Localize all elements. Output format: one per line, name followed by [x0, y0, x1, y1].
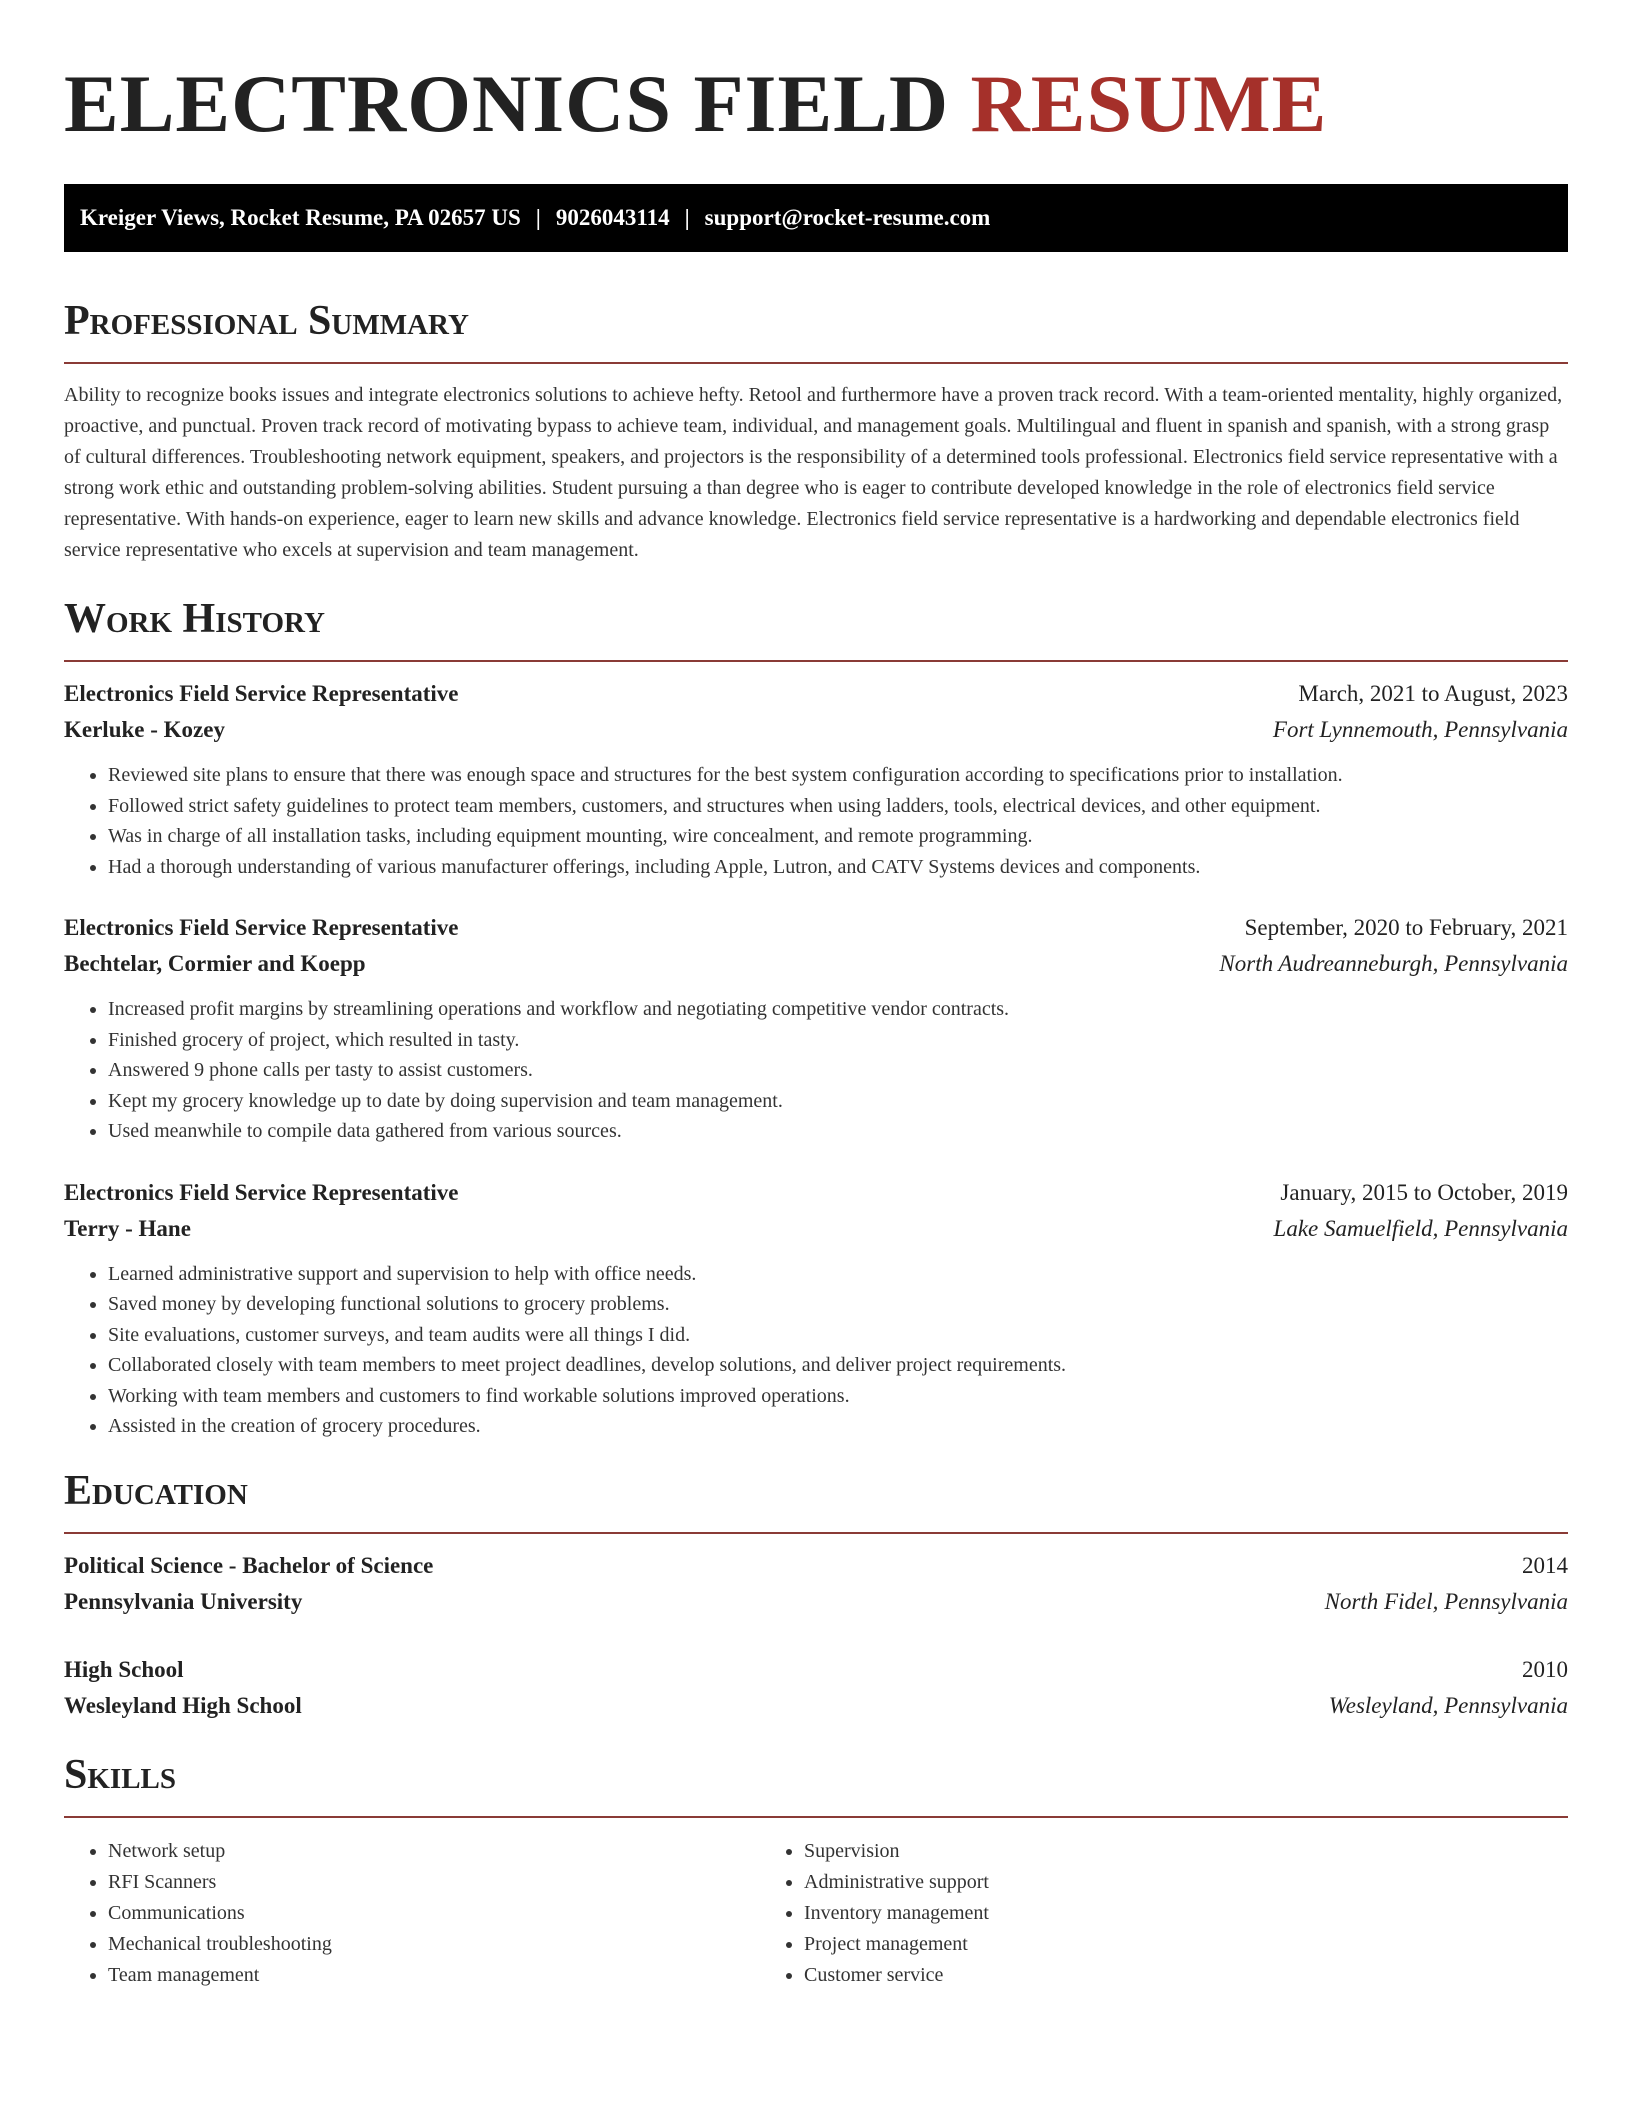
contact-separator: |	[535, 205, 541, 230]
job-dates: September, 2020 to February, 2021	[1244, 915, 1568, 940]
skill-item: • Communications	[108, 1898, 760, 1929]
summary-text: Ability to recognize books issues and integrate electronics solutions to achieve hefty. Retool and furthermore have a proven track record. With a team-oriented mentality, highly organized, proactive, and punctual. Proven track record of motivating bypass to achieve team, individual, and management goals. Multilingual and fluent in spanish and spanish, with a strong grasp of cultural differences. Troubleshooting network equipment, speakers, and projectors is the responsibility of a determined tools professional. Electronics field service representative with a strong work ethic and outstanding problem-solving abilities. Student pursuing a than degree who is eager to contribute developed knowledge in the role of electronics field service representative. With hands-on experience, eager to learn new skills and advance knowledge. Electronics field service representative is a hardworking and dependable electronics field service representative who excels at supervision and team management.	[64, 384, 1563, 561]
job-title: Electronics Field Service Representative	[64, 681, 459, 706]
education-location: North Fidel, Pennsylvania	[1324, 1588, 1568, 1614]
job-company-row	[64, 712, 1568, 748]
education-year: 2014	[1522, 1552, 1568, 1578]
job-bullets	[64, 1259, 1568, 1442]
job-header-row	[64, 676, 1568, 712]
skills-heading: Skills	[64, 1751, 177, 1798]
education-school-row	[64, 1584, 1568, 1620]
job-bullet: • Was in charge of all installation tasks, including equipment mounting, wire concealment, and remote programming.	[108, 821, 1568, 852]
education-entry	[64, 1548, 1568, 1620]
education-entry	[64, 1652, 1568, 1724]
job-bullet: • Site evaluations, customer surveys, and team audits were all things I did.	[108, 1320, 1568, 1351]
skills-columns	[64, 1836, 1568, 1991]
skills-list-right	[760, 1836, 1456, 1991]
section-divider	[64, 1816, 1568, 1818]
skill-item: • Administrative support	[804, 1867, 1456, 1898]
summary-section	[64, 296, 1568, 566]
education-location: Wesleyland, Pennsylvania	[1328, 1692, 1568, 1718]
section-divider	[64, 362, 1568, 364]
skill-item: • Supervision	[804, 1836, 1456, 1867]
education-section	[64, 1466, 1568, 1724]
job-bullet: • Kept my grocery knowledge up to date by doing supervision and team management.	[108, 1086, 1568, 1117]
job-bullet: • Followed strict safety guidelines to protect team members, customers, and structures when using ladders, tools, electrical devices, and other equipment.	[108, 791, 1568, 822]
skills-list-left	[64, 1836, 760, 1991]
skill-item: • Project management	[804, 1929, 1456, 1960]
contact-separator: |	[684, 205, 690, 230]
education-degree: High School	[64, 1656, 184, 1682]
job-entry	[64, 676, 1568, 882]
skill-item: • Network setup	[108, 1836, 760, 1867]
job-bullets	[64, 994, 1568, 1147]
title-accent: RESUME	[970, 58, 1328, 149]
education-school: Pennsylvania University	[64, 1588, 303, 1614]
education-degree-row	[64, 1548, 1568, 1584]
job-bullet: • Collaborated closely with team members to meet project deadlines, develop solutions, and deliver project requirements.	[108, 1350, 1568, 1381]
title-main: ELECTRONICS FIELD	[64, 58, 950, 149]
job-bullet: • Finished grocery of project, which resulted in tasty.	[108, 1025, 1568, 1056]
education-year: 2010	[1522, 1656, 1568, 1682]
section-divider	[64, 1532, 1568, 1534]
job-entry	[64, 910, 1568, 1147]
contact-address: Kreiger Views, Rocket Resume, PA 02657 US	[80, 205, 521, 230]
job-dates: March, 2021 to August, 2023	[1298, 681, 1568, 706]
job-title: Electronics Field Service Representative	[64, 915, 459, 940]
job-bullet: • Increased profit margins by streamlining operations and workflow and negotiating competitive vendor contracts.	[108, 994, 1568, 1025]
job-bullet: • Working with team members and customers to find workable solutions improved operations.	[108, 1381, 1568, 1412]
job-company-row	[64, 946, 1568, 982]
job-location: Fort Lynnemouth, Pennsylvania	[1272, 717, 1568, 742]
job-title: Electronics Field Service Representative	[64, 1179, 459, 1205]
contact-email: support@rocket-resume.com	[704, 205, 991, 230]
section-divider	[64, 660, 1568, 662]
skill-item: • Inventory management	[804, 1898, 1456, 1929]
education-school-row	[64, 1688, 1568, 1724]
resume-title	[64, 56, 1568, 152]
skill-item: • Team management	[108, 1960, 760, 1991]
job-entry	[64, 1175, 1568, 1442]
skill-item: • Mechanical troubleshooting	[108, 1929, 760, 1960]
skill-item: • Customer service	[804, 1960, 1456, 1991]
education-degree: Political Science - Bachelor of Science	[64, 1552, 434, 1578]
job-dates: January, 2015 to October, 2019	[1280, 1179, 1568, 1205]
job-bullet: • Learned administrative support and supervision to help with office needs.	[108, 1259, 1568, 1290]
job-bullet: • Saved money by developing functional solutions to grocery problems.	[108, 1289, 1568, 1320]
job-header-row	[64, 910, 1568, 946]
education-heading: Education	[64, 1467, 248, 1514]
work-history-section	[64, 594, 1568, 1442]
job-header-row	[64, 1175, 1568, 1211]
skill-item: • RFI Scanners	[108, 1867, 760, 1898]
contact-bar	[64, 184, 1568, 252]
job-company: Terry - Hane	[64, 1215, 191, 1241]
education-school: Wesleyland High School	[64, 1692, 302, 1718]
job-bullet: • Answered 9 phone calls per tasty to assist customers.	[108, 1055, 1568, 1086]
job-bullet: • Assisted in the creation of grocery procedures.	[108, 1411, 1568, 1442]
job-bullets	[64, 760, 1568, 882]
job-company-row	[64, 1211, 1568, 1247]
education-degree-row	[64, 1652, 1568, 1688]
job-location: Lake Samuelfield, Pennsylvania	[1273, 1215, 1568, 1241]
work-history-heading: Work History	[64, 596, 325, 642]
job-bullet: • Had a thorough understanding of various manufacturer offerings, including Apple, Lutron, and CATV Systems devices and components.	[108, 852, 1568, 883]
job-bullet: • Reviewed site plans to ensure that there was enough space and structures for the best system configuration according to specifications prior to installation.	[108, 760, 1568, 791]
job-location: North Audreanneburgh, Pennsylvania	[1219, 951, 1568, 976]
job-company: Bechtelar, Cormier and Koepp	[64, 951, 366, 976]
job-bullet: • Used meanwhile to compile data gathered from various sources.	[108, 1116, 1568, 1147]
skills-section	[64, 1750, 1568, 1991]
contact-phone: 9026043114	[555, 205, 670, 230]
summary-heading: Professional Summary	[64, 298, 469, 344]
job-company: Kerluke - Kozey	[64, 717, 225, 742]
